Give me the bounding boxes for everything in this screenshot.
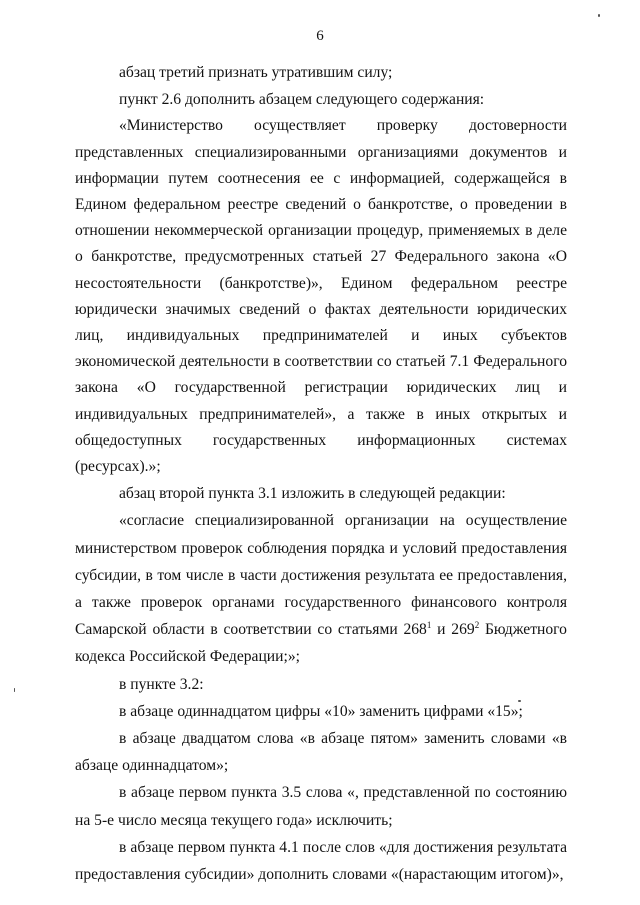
scan-speck [598, 14, 600, 17]
paragraph-1: абзац третий признать утратившим силу; [119, 64, 393, 81]
scan-speck [518, 700, 521, 702]
paragraph-10: в абзаце первом пункта 4.1 после слов «для достижения результата предоставления субсидии» дополнить словами «(нарастающим итогом)», [75, 838, 567, 884]
superscript-2: 2 [474, 620, 480, 631]
paragraph-2: пункт 2.6 дополнить абзацем следующего содержания: [119, 91, 485, 109]
page-number: 6 [316, 28, 324, 44]
scan-speck [14, 688, 15, 692]
paragraph-7: в абзаце одиннадцатом цифры «10» заменить цифрами «15»; [119, 702, 523, 720]
paragraph-5-part-b: и 269 [431, 621, 475, 639]
superscript-1: 1 [426, 620, 432, 631]
paragraph-8: в абзаце двадцатом слова «в абзаце пятом» заменить словами «в абзаце одиннадцатом»; [75, 730, 567, 775]
paragraph-6: в пункте 3.2: [119, 675, 204, 693]
paragraph-5-quote [75, 507, 567, 670]
paragraph-3-quote: «Министерство осуществляет проверку достоверности представленных специализированными организациями документов и информации путем соотнесения ее с информацией, содержащейся в Едином федеральном реестре сведений о банкротстве, о проведении в отношении некоммерческой организации процедур, применяемых в деле о банкротстве, предусмотренных статьей 27 Федерального закона «О несостоятельности (банкротстве)», Едином федеральном реестре юридически значимых сведений о фактах деятельности юридических лиц, индивидуальных предпринимателей и иных субъектов экономической деятельности в соответствии со статьей 7.1 Федерального закона «О государственной регистрации юридических лиц и индивидуальных предпринимателей», а также в иных открытых и общедоступных государственных информационных системах (ресурсах).»; [75, 117, 567, 476]
document-body [75, 59, 567, 888]
paragraph-5-part-c: Бюджетного кодекса Российской Федерации;»; [75, 621, 567, 666]
paragraph-4: абзац второй пункта 3.1 изложить в следующей редакции: [119, 485, 506, 503]
paragraph-9: в абзаце первом пункта 3.5 слова «, представленной по состоянию на 5-е число месяца текущего года» исключить; [75, 784, 567, 829]
paragraph-5-part-a: «согласие специализированной организации на осуществление министерством проверок соблюдения порядка и условий предоставления субсидии, в том числе в части достижения результата ее предоставления, а также проверок органами государственного финансового контроля Самарской области в соответствии со статьями 268 [75, 512, 567, 639]
